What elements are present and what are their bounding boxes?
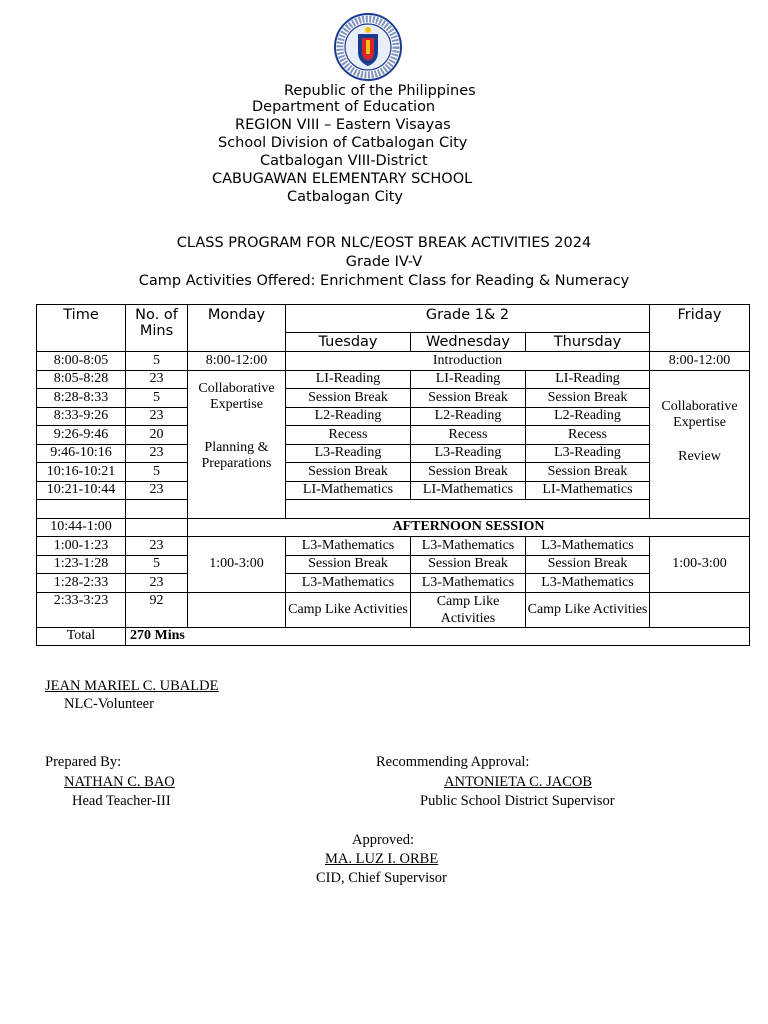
mins-cell: 5: [126, 389, 188, 408]
recommending-name: ANTONIETA C. JACOB: [444, 774, 593, 790]
mins-cell: 23: [126, 444, 188, 463]
table-row: [37, 426, 750, 445]
time-cell: 8:00-8:05: [37, 352, 126, 371]
mins-cell: 23: [126, 407, 188, 426]
thursday-cell: Session Break: [526, 463, 650, 482]
time-cell: 10:21-10:44: [37, 481, 126, 500]
wednesday-cell: Session Break: [411, 463, 526, 482]
wednesday-cell: Recess: [411, 426, 526, 445]
header-wednesday: Wednesday: [411, 332, 526, 351]
table-row: [37, 481, 750, 500]
thursday-cell: L3-Reading: [526, 444, 650, 463]
wednesday-cell: Session Break: [411, 389, 526, 408]
mins-cell: 5: [126, 463, 188, 482]
header-monday: Monday: [188, 305, 286, 352]
mins-cell: 23: [126, 481, 188, 500]
header-division: School Division of Catbalogan City: [218, 135, 468, 151]
approved-role: CID, Chief Supervisor: [316, 870, 447, 886]
wednesday-cell: L3-Mathematics: [411, 574, 526, 593]
tuesday-cell: Session Break: [286, 463, 411, 482]
program-grade: Grade IV-V: [345, 254, 423, 270]
thursday-cell: Recess: [526, 426, 650, 445]
thursday-cell: L2-Reading: [526, 407, 650, 426]
header-time: Time: [37, 305, 126, 352]
prepared-label: Prepared By:: [45, 754, 122, 770]
header-school: CABUGAWAN ELEMENTARY SCHOOL: [212, 171, 473, 187]
header-region: REGION VIII – Eastern Visayas: [235, 117, 451, 133]
wednesday-cell: Session Break: [411, 555, 526, 574]
tuesday-cell: LI-Mathematics: [286, 481, 411, 500]
class-program-table: [36, 304, 750, 646]
volunteer-name: JEAN MARIEL C. UBALDE: [45, 678, 219, 694]
mins-cell: 5: [126, 352, 188, 371]
friday-am-time: 8:00-12:00: [650, 352, 750, 371]
total-label: Total: [37, 627, 126, 646]
header-tuesday: Tuesday: [286, 332, 411, 351]
volunteer-role: NLC-Volunteer: [64, 696, 154, 712]
header-grade-group: Grade 1& 2: [286, 305, 650, 333]
time-cell: 1:23-1:28: [37, 555, 126, 574]
wednesday-cell: L3-Reading: [411, 444, 526, 463]
time-cell: 9:26-9:46: [37, 426, 126, 445]
tuesday-cell: Session Break: [286, 555, 411, 574]
time-cell: 9:46-10:16: [37, 444, 126, 463]
thursday-cell: Camp Like Activities: [526, 592, 650, 627]
monday-collab: Collaborative Expertise: [198, 380, 275, 412]
table-row: [37, 444, 750, 463]
table-row: [37, 389, 750, 408]
tuesday-cell: L3-Reading: [286, 444, 411, 463]
prepared-role: Head Teacher-III: [72, 793, 171, 809]
table-row: [37, 463, 750, 482]
table-row: [37, 407, 750, 426]
friday-empty-cell: [650, 592, 750, 627]
table-row-total: [37, 627, 750, 646]
mins-cell: 23: [126, 537, 188, 556]
table-row: [37, 574, 750, 593]
header-district: Catbalogan VIII-District: [260, 153, 428, 169]
mins-cell: 92: [126, 592, 188, 627]
header-mins: No. of Mins: [126, 305, 188, 352]
afternoon-session-label: AFTERNOON SESSION: [188, 518, 750, 537]
program-title: CLASS PROGRAM FOR NLC/EOST BREAK ACTIVITIES 2024: [176, 235, 592, 251]
table-row: [37, 352, 750, 371]
wednesday-cell: LI-Reading: [411, 370, 526, 389]
wednesday-cell: LI-Mathematics: [411, 481, 526, 500]
thursday-cell: Session Break: [526, 555, 650, 574]
prepared-name: NATHAN C. BAO: [64, 774, 175, 790]
wednesday-cell: L2-Reading: [411, 407, 526, 426]
thursday-cell: LI-Mathematics: [526, 481, 650, 500]
mins-cell: 23: [126, 370, 188, 389]
table-row: [37, 555, 750, 574]
time-cell: 1:00-1:23: [37, 537, 126, 556]
recommending-label: Recommending Approval:: [376, 754, 530, 770]
monday-am-time: 8:00-12:00: [188, 352, 286, 371]
header-thursday: Thursday: [526, 332, 650, 351]
time-cell: 1:28-2:33: [37, 574, 126, 593]
recommending-role: Public School District Supervisor: [420, 793, 615, 809]
total-value: 270 Mins: [126, 627, 750, 646]
header-friday: Friday: [650, 305, 750, 352]
mins-cell: 20: [126, 426, 188, 445]
time-cell: 8:28-8:33: [37, 389, 126, 408]
table-row: [37, 537, 750, 556]
tuesday-cell: Camp Like Activities: [286, 592, 411, 627]
friday-pm-time: 1:00-3:00: [650, 537, 750, 593]
table-row: [37, 370, 750, 389]
friday-review: Review: [678, 448, 721, 464]
program-camp: Camp Activities Offered: Enrichment Class for Reading & Numeracy: [138, 273, 630, 289]
introduction-cell: Introduction: [286, 352, 650, 371]
thursday-cell: LI-Reading: [526, 370, 650, 389]
time-cell: 10:44-1:00: [37, 518, 126, 537]
tuesday-cell: L3-Mathematics: [286, 574, 411, 593]
mins-cell: 23: [126, 574, 188, 593]
monday-am-activities: [188, 370, 286, 518]
approved-name: MA. LUZ I. ORBE: [325, 851, 439, 867]
wednesday-cell: L3-Mathematics: [411, 537, 526, 556]
thursday-cell: L3-Mathematics: [526, 537, 650, 556]
mins-cell: [126, 518, 188, 537]
time-cell: 8:33-9:26: [37, 407, 126, 426]
time-cell: 8:05-8:28: [37, 370, 126, 389]
wednesday-cell: Camp Like Activities: [411, 592, 526, 627]
monday-empty-cell: [188, 592, 286, 627]
deped-seal-logo: [333, 12, 403, 82]
monday-planning: Planning & Preparations: [201, 439, 272, 471]
header-department: Department of Education: [252, 99, 436, 115]
table-row: [37, 518, 750, 537]
tuesday-cell: L3-Mathematics: [286, 537, 411, 556]
tuesday-cell: LI-Reading: [286, 370, 411, 389]
friday-am-activities: [650, 370, 750, 518]
header-republic: Republic of the Philippines: [284, 83, 476, 99]
tuesday-cell: L2-Reading: [286, 407, 411, 426]
table-row-empty: [37, 500, 750, 519]
table-row: [37, 592, 750, 627]
friday-collab: Collaborative Expertise: [661, 398, 738, 430]
time-cell: 10:16-10:21: [37, 463, 126, 482]
approved-label: Approved:: [352, 832, 415, 848]
thursday-cell: Session Break: [526, 389, 650, 408]
thursday-cell: L3-Mathematics: [526, 574, 650, 593]
monday-pm-time: 1:00-3:00: [188, 537, 286, 593]
header-city: Catbalogan City: [287, 189, 403, 205]
tuesday-cell: Recess: [286, 426, 411, 445]
tuesday-cell: Session Break: [286, 389, 411, 408]
time-cell: 2:33-3:23: [37, 592, 126, 627]
mins-cell: 5: [126, 555, 188, 574]
